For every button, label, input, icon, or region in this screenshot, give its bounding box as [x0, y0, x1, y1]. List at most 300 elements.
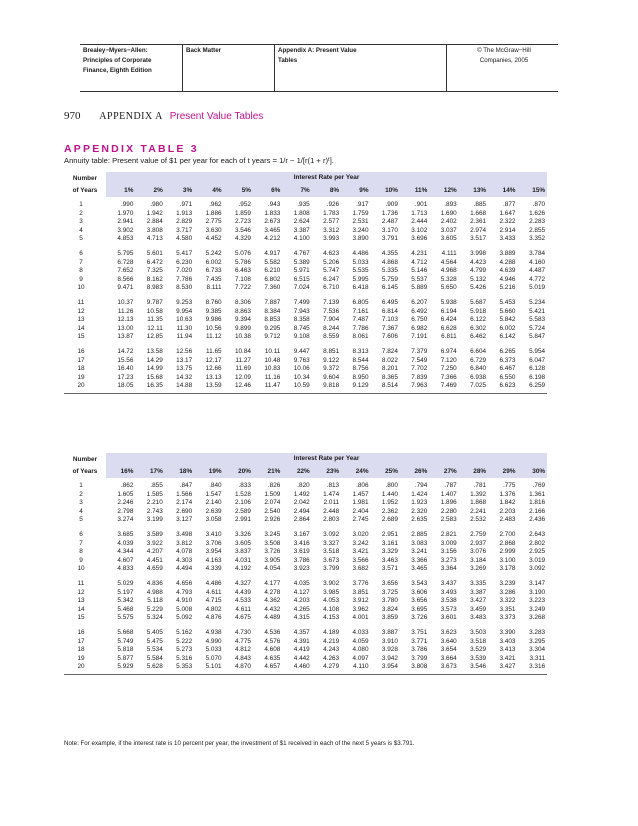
value-cell: 6.938	[470, 373, 487, 381]
value-cell: 8.544	[352, 356, 369, 364]
value-cell: 5.468	[117, 605, 134, 613]
appendix-label: APPENDIX A	[99, 111, 163, 122]
value-cell: 2.802	[529, 539, 546, 547]
value-cell: 3.993	[323, 235, 340, 243]
value-cell: 5.889	[411, 284, 428, 292]
value-cell: 2.689	[381, 516, 398, 524]
value-cell: 4.153	[323, 614, 340, 622]
value-cell: 7.024	[293, 284, 310, 292]
value-cell: 3.373	[499, 614, 516, 622]
year-cell: 15	[77, 333, 85, 341]
value-cell: .826	[267, 482, 281, 489]
value-cell: 5.417	[176, 249, 193, 257]
value-cell: 9.295	[264, 324, 281, 332]
value-cell: 3.954	[205, 548, 222, 556]
value-cell: 4.100	[293, 235, 310, 243]
value-cell: 4.494	[176, 565, 193, 573]
value-cell: 10.37	[117, 298, 134, 306]
value-cell: 3.268	[529, 614, 546, 622]
value-cell: 5.749	[117, 637, 134, 645]
value-cell: 7.702	[411, 365, 428, 373]
value-cell: 3.808	[400, 663, 429, 674]
value-cell: 3.083	[411, 539, 428, 547]
value-cell: 3.538	[440, 597, 457, 605]
value-cell: 9.712	[264, 333, 281, 341]
value-cell: 3.463	[381, 556, 398, 564]
value-cell: 4.799	[470, 267, 487, 275]
value-cell: 7.487	[352, 316, 369, 324]
year-cell: 9	[79, 275, 83, 283]
value-cell: 5.273	[176, 646, 193, 654]
value-cell: 13.59	[194, 382, 223, 393]
value-cell: .917	[356, 201, 369, 208]
table-row	[64, 365, 547, 374]
value-cell: 5.197	[117, 588, 134, 596]
value-cell: 4.715	[205, 597, 222, 605]
rate-header: 9%	[341, 184, 370, 197]
value-cell: 11.16	[264, 373, 281, 381]
rate-header-row	[64, 465, 547, 478]
value-cell: 3.954	[371, 663, 400, 674]
value-cell: 14.32	[176, 373, 193, 381]
value-cell: 3.812	[176, 539, 193, 547]
value-cell: 3.274	[117, 516, 134, 524]
value-cell: .787	[444, 482, 457, 489]
table-row	[64, 629, 547, 638]
value-cell: 5.101	[194, 663, 223, 674]
value-cell: 3.156	[440, 548, 457, 556]
value-cell: 3.780	[381, 597, 398, 605]
value-cell: 4.265	[293, 605, 310, 613]
year-cell: 8	[79, 548, 83, 556]
value-cell: 7.606	[381, 333, 398, 341]
table-row	[64, 589, 547, 598]
value-cell: 7.887	[264, 298, 281, 306]
value-cell: 4.576	[264, 637, 281, 645]
value-cell: .980	[150, 201, 163, 208]
value-cell: 4.853	[117, 235, 134, 243]
value-cell: 4.775	[234, 637, 251, 645]
value-cell: 4.990	[205, 637, 222, 645]
year-cell: 1	[79, 482, 83, 489]
value-cell: 5.234	[529, 298, 546, 306]
value-cell: .877	[503, 201, 516, 208]
value-cell: 4.659	[146, 565, 163, 573]
value-cell: 1.736	[381, 209, 398, 217]
year-cell: 2	[79, 209, 83, 217]
value-cell: 4.611	[235, 605, 251, 613]
value-cell: 1.886	[205, 209, 222, 217]
value-cell: 2.639	[205, 507, 222, 515]
value-cell: 8.358	[293, 316, 310, 324]
value-cell: 3.985	[323, 588, 340, 596]
running-head	[64, 110, 263, 122]
table-row	[64, 227, 547, 236]
table-row	[64, 374, 547, 383]
table-row	[64, 308, 547, 317]
value-cell: 4.391	[293, 637, 310, 645]
value-cell: 2.402	[440, 218, 457, 226]
value-cell: 5.759	[381, 275, 398, 283]
value-cell: 6.145	[381, 284, 398, 292]
value-cell: 2.868	[499, 539, 516, 547]
value-cell: 3.887	[381, 628, 398, 636]
value-cell: 3.465	[411, 565, 428, 573]
value-cell: 4.362	[264, 597, 281, 605]
value-cell: 4.607	[117, 556, 134, 564]
value-cell: 2.991	[234, 516, 251, 524]
value-cell: 4.219	[323, 637, 340, 645]
value-cell: 7.824	[381, 347, 398, 355]
rate-group-header: Interest Rate per Year	[106, 453, 547, 465]
table-subtitle: Annuity table: Present value of $1 per year for each of t years = 1/r − 1/[r(1 + r)ᵗ].	[64, 156, 334, 165]
value-cell: 4.160	[529, 258, 546, 266]
value-cell: 1.868	[470, 499, 487, 507]
year-cell: 11	[77, 298, 85, 306]
year-cell: 13	[77, 316, 85, 324]
value-cell: 1.509	[264, 490, 281, 498]
value-cell: 7.943	[293, 307, 310, 315]
value-cell: 4.675	[234, 614, 251, 622]
value-cell: 3.799	[323, 565, 340, 573]
year-cell: 10	[77, 284, 85, 292]
header-row	[64, 172, 547, 184]
value-cell: 10.83	[264, 365, 281, 373]
value-cell: 6.002	[205, 258, 222, 266]
value-cell: 3.776	[352, 579, 369, 587]
rate-header: 27%	[429, 465, 458, 478]
table-row	[64, 499, 547, 508]
value-cell: 3.403	[499, 637, 516, 645]
value-cell: 6.424	[440, 316, 457, 324]
value-cell: 2.951	[381, 530, 398, 538]
value-cell: 11.27	[235, 356, 251, 364]
value-cell: .870	[532, 201, 546, 208]
value-cell: 3.427	[470, 597, 487, 605]
rate-header: 21%	[253, 465, 282, 478]
value-cell: 5.628	[135, 663, 164, 674]
value-cell: 10.11	[264, 347, 281, 355]
value-cell: 6.265	[499, 347, 516, 355]
value-cell: 4.031	[234, 556, 251, 564]
value-cell: 4.611	[206, 588, 222, 596]
value-cell: 3.601	[440, 614, 457, 622]
value-cell: 3.656	[381, 579, 398, 587]
value-cell: 6.623	[488, 382, 517, 393]
value-cell: 2.829	[176, 218, 193, 226]
value-cell: 2.821	[440, 530, 457, 538]
table-row	[64, 580, 547, 589]
value-cell: 16.40	[117, 365, 134, 373]
value-cell: 3.366	[411, 556, 428, 564]
value-cell: 5.687	[470, 298, 487, 306]
value-cell: 2.106	[234, 499, 251, 507]
value-cell: 9.986	[205, 316, 222, 324]
value-cell: 3.962	[352, 605, 369, 613]
year-cell: 6	[79, 249, 83, 257]
annuity-table-1	[64, 172, 547, 394]
value-cell: 3.190	[529, 588, 546, 596]
value-cell: 3.623	[440, 628, 457, 636]
header-row	[64, 453, 547, 465]
value-cell: 3.573	[440, 605, 457, 613]
value-cell: 3.335	[470, 579, 487, 587]
value-cell: 6.142	[499, 333, 516, 341]
value-cell: 3.673	[323, 556, 340, 564]
value-cell: 4.279	[312, 663, 341, 674]
year-cell: 11	[77, 579, 85, 587]
value-cell: 2.624	[293, 218, 310, 226]
value-cell: 5.008	[176, 605, 193, 613]
value-cell: 9.787	[146, 298, 163, 306]
value-cell: 3.421	[352, 548, 369, 556]
value-cell: 3.682	[352, 565, 369, 573]
rate-header: 26%	[400, 465, 429, 478]
year-cell: 17	[77, 637, 85, 645]
value-cell: 8.950	[352, 373, 369, 381]
value-cell: 5.668	[117, 628, 134, 636]
value-cell: 2.673	[264, 218, 281, 226]
years-header: Number of Years	[64, 453, 106, 478]
value-cell: 13.00	[117, 324, 134, 332]
value-cell: 7.786	[176, 275, 193, 283]
value-cell: 3.295	[529, 637, 546, 645]
value-cell: 1.492	[293, 490, 310, 498]
value-cell: 3.529	[470, 646, 487, 654]
value-cell: 2.487	[381, 218, 398, 226]
value-cell: 3.517	[470, 235, 487, 243]
year-cell: 9	[79, 556, 83, 564]
value-cell: 1.528	[234, 490, 251, 498]
value-cell: .775	[503, 482, 516, 489]
value-cell: 2.246	[117, 499, 134, 507]
value-cell: 7.108	[234, 275, 251, 283]
value-cell: 6.194	[440, 307, 457, 315]
value-cell: 3.518	[323, 548, 340, 556]
value-cell: 11.35	[147, 316, 163, 324]
value-cell: 9.447	[293, 347, 310, 355]
value-cell: 3.664	[440, 654, 457, 662]
value-cell: 5.938	[440, 298, 457, 306]
value-cell: 12.56	[176, 347, 193, 355]
value-cell: 2.042	[293, 499, 310, 507]
value-cell: .962	[209, 201, 222, 208]
value-cell: 3.273	[440, 556, 457, 564]
value-cell: 4.078	[176, 548, 193, 556]
table-row	[64, 210, 547, 219]
value-cell: 4.876	[205, 614, 222, 622]
value-cell: 6.840	[470, 365, 487, 373]
value-cell: 5.475	[146, 637, 163, 645]
value-cell: 5.389	[293, 258, 310, 266]
value-cell: 3.518	[470, 637, 487, 645]
value-cell: 2.322	[499, 218, 516, 226]
value-cell: 3.717	[176, 226, 193, 234]
value-cell: 5.405	[146, 628, 163, 636]
value-cell: 3.656	[411, 597, 428, 605]
value-cell: 3.890	[352, 235, 369, 243]
value-cell: 5.162	[176, 628, 193, 636]
value-cell: 2.361	[470, 218, 487, 226]
value-cell: 13.58	[146, 347, 163, 355]
value-cell: 5.747	[323, 267, 340, 275]
value-cell: 4.263	[323, 654, 340, 662]
value-cell: 2.540	[264, 507, 281, 515]
value-cell: 4.344	[117, 548, 134, 556]
value-cell: 4.039	[117, 539, 134, 547]
value-cell: 6.463	[234, 267, 251, 275]
table-row	[64, 540, 547, 549]
rate-header: 16%	[106, 465, 135, 478]
table-row	[64, 357, 547, 366]
value-cell: 1.970	[117, 209, 134, 217]
value-cell: 2.926	[264, 516, 281, 524]
value-cell: 5.537	[411, 275, 428, 283]
value-cell: .926	[326, 201, 340, 208]
value-cell: 10.48	[264, 356, 281, 364]
year-cell: 7	[79, 258, 83, 266]
value-cell: .862	[120, 482, 134, 489]
value-cell: 3.619	[293, 548, 310, 556]
value-cell: 3.654	[440, 646, 457, 654]
year-cell: 2	[79, 490, 83, 498]
value-cell: 4.442	[293, 654, 310, 662]
value-cell: .813	[326, 482, 340, 489]
value-cell: 4.339	[205, 565, 222, 573]
value-cell: 4.917	[264, 249, 281, 257]
value-cell: 3.808	[146, 226, 163, 234]
rate-header: 15%	[517, 184, 547, 197]
value-cell: 10.58	[146, 307, 163, 315]
value-cell: 6.418	[352, 284, 369, 292]
value-cell: 1.392	[470, 490, 487, 498]
year-cell: 17	[77, 356, 85, 364]
value-cell: 12.11	[147, 324, 163, 332]
value-cell: 3.539	[470, 654, 487, 662]
value-cell: 9.394	[234, 316, 251, 324]
value-cell: 3.241	[411, 548, 428, 556]
value-cell: 3.696	[411, 235, 428, 243]
value-cell: 9.604	[323, 373, 340, 381]
value-cell: 2.925	[529, 548, 546, 556]
value-cell: 3.630	[205, 226, 222, 234]
value-cell: 2.448	[323, 507, 340, 515]
value-cell: 11.65	[206, 347, 222, 355]
value-cell: 8.306	[234, 298, 251, 306]
value-cell: 3.543	[411, 579, 428, 587]
value-cell: 2.864	[293, 516, 310, 524]
value-cell: .800	[385, 482, 398, 489]
value-cell: 3.726	[411, 614, 428, 622]
value-cell: 7.367	[381, 324, 398, 332]
year-cell: 19	[77, 373, 85, 381]
value-cell: 3.726	[264, 548, 281, 556]
value-cell: .943	[267, 201, 281, 208]
value-cell: 9.899	[234, 324, 251, 332]
value-cell: 14.99	[146, 365, 163, 373]
value-cell: 3.311	[529, 654, 546, 662]
value-cell: 3.410	[205, 530, 222, 538]
value-cell: 4.836	[146, 579, 163, 587]
value-cell: 2.280	[440, 507, 457, 515]
value-cell: .971	[179, 201, 193, 208]
value-cell: 5.335	[381, 267, 398, 275]
value-cell: 4.357	[293, 628, 310, 636]
value-cell: 4.303	[176, 556, 193, 564]
value-cell: 3.161	[381, 539, 398, 547]
value-cell: 4.910	[176, 597, 193, 605]
value-cell: .769	[532, 482, 546, 489]
value-cell: 6.047	[529, 356, 546, 364]
value-cell: 3.416	[293, 539, 310, 547]
value-cell: 6.802	[264, 275, 281, 283]
value-cell: 11.69	[235, 365, 251, 373]
table-row	[64, 235, 547, 244]
value-cell: 8.756	[352, 365, 369, 373]
value-cell: 1.808	[293, 209, 310, 217]
value-cell: 6.259	[517, 382, 547, 393]
value-cell: 3.771	[411, 637, 428, 645]
table-row	[64, 531, 547, 540]
value-cell: 1.981	[352, 499, 369, 507]
value-cell: .901	[414, 201, 428, 208]
value-cell: .909	[385, 201, 398, 208]
value-cell: 1.647	[499, 209, 516, 217]
value-cell: .885	[473, 201, 487, 208]
value-cell: 13.87	[117, 333, 134, 341]
value-cell: 3.020	[352, 530, 369, 538]
value-cell: 3.327	[323, 539, 340, 547]
value-cell: 1.759	[352, 209, 369, 217]
value-cell: 4.452	[205, 235, 222, 243]
value-cell: 3.923	[293, 565, 310, 573]
value-cell: .781	[473, 482, 487, 489]
value-cell: 1.833	[264, 209, 281, 217]
value-cell: 6.710	[323, 284, 340, 292]
footnote: Note: For example, if the interest rate is 10 percent per year, the investment of $1 received in each of the next 5 years is $3.791.	[64, 740, 415, 747]
value-cell: 3.312	[323, 226, 340, 234]
value-cell: 7.360	[264, 284, 281, 292]
year-cell: 16	[77, 347, 85, 355]
value-cell: 2.745	[352, 516, 369, 524]
value-cell: 8.566	[117, 275, 134, 283]
value-cell: 3.889	[499, 249, 516, 257]
value-cell: 3.170	[381, 226, 398, 234]
rate-header: 11%	[400, 184, 429, 197]
year-cell: 18	[77, 365, 85, 373]
year-cell: 16	[77, 628, 85, 636]
year-cell: 20	[64, 382, 106, 393]
value-cell: 4.489	[264, 614, 281, 622]
value-cell: 8.111	[206, 284, 222, 292]
value-cell: 4.870	[224, 663, 253, 674]
value-cell: 4.938	[205, 628, 222, 636]
value-cell: 3.433	[499, 235, 516, 243]
book-header-bar	[80, 44, 558, 92]
value-cell: 1.913	[176, 209, 193, 217]
value-cell: 5.222	[176, 637, 193, 645]
rate-header: 20%	[224, 465, 253, 478]
value-cell: 11.12	[206, 333, 222, 341]
value-cell: 3.019	[529, 556, 546, 564]
value-cell: 8.853	[264, 316, 281, 324]
value-cell: 17.23	[117, 373, 134, 381]
table-row	[64, 197, 547, 210]
value-cell: 2.635	[411, 516, 428, 524]
value-cell: 3.304	[529, 646, 546, 654]
value-cell: 4.423	[470, 258, 487, 266]
page-title: APPENDIX TABLE 3	[64, 143, 199, 155]
